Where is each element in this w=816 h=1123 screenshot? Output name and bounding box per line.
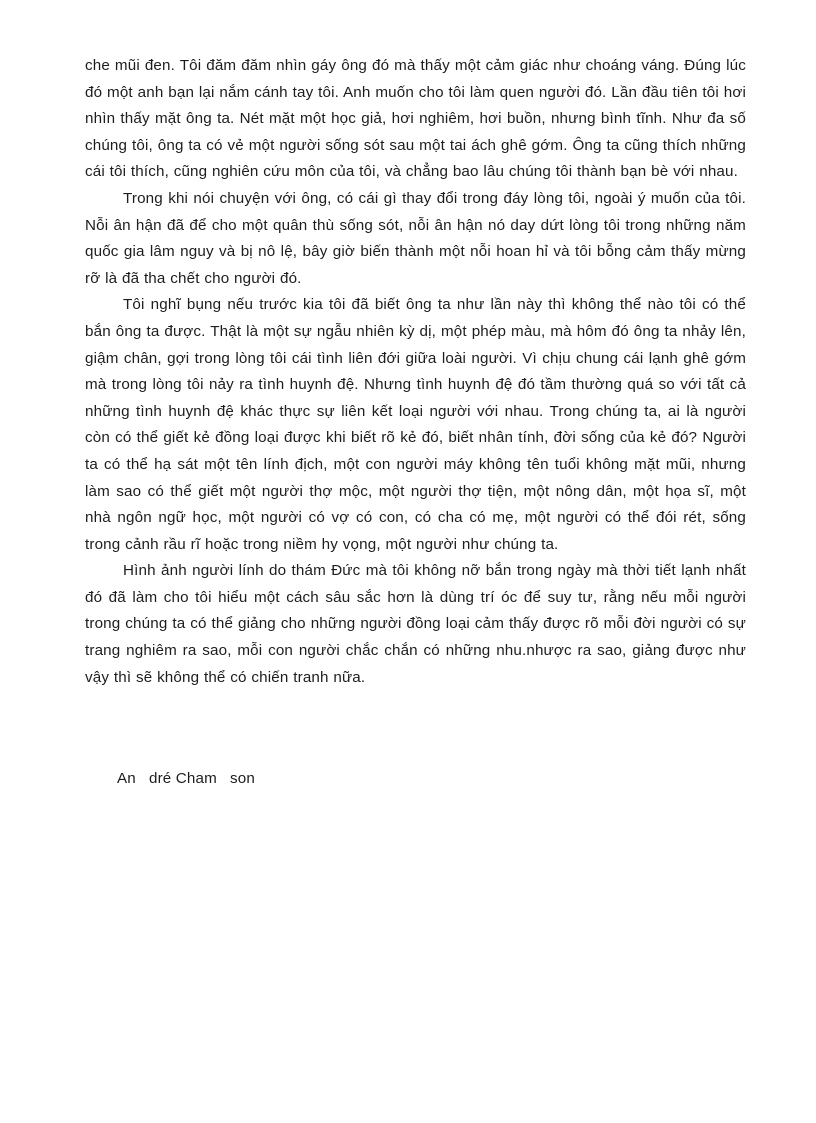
signature-block <box>85 766 746 793</box>
paragraph-3: Tôi nghĩ bụng nếu trước kia tôi đã biết ông ta như lần này thì không thể nào tôi có thể bắn ông ta được. Thật là một sự ngẫu nhiên kỳ dị, một phép màu, mà hôm đó ông ta nhảy lên, giậm chân, gợi trong lòng tôi cái tình liên đới giữa loài người. Vì chịu chung cái lạnh ghê gớm mà trong lòng tôi nảy ra tình huynh đệ. Nhưng tình huynh đệ đó tầm thường quá so với tất cả những tình huynh đệ khác thực sự liên kết loại người với nhau. Trong chúng ta, ai là người còn có thể giết kẻ đồng loại được khi biết rõ kẻ đó, biết nhân tính, đời sống của kẻ đó? Người ta có thể hạ sát một tên lính địch, một con người máy không tên tuổi không mặt mũi, nhưng làm sao có thể giết một người thợ mộc, một người thợ tiện, một nông dân, một họa sĩ, một nhà ngôn ngữ học, một người có vợ có con, có cha có mẹ, một người có thể đói rét, sống trong cảnh rầu rĩ hoặc trong niềm hy vọng, một người như chúng ta. <box>85 296 746 553</box>
paragraph-2: Trong khi nói chuyện với ông, có cái gì thay đổi trong đáy lòng tôi, ngoài ý muốn của tôi. Nỗi ân hận đã để cho một quân thù sống sót, nỗi ân hận nó day dứt lòng tôi trong những năm quốc gia lâm nguy và bị nô lệ, bây giờ biến thành một nỗi hoan hỉ và tôi bỗng cảm thấy mừng rỡ là đã tha chết cho người đó. <box>85 189 746 287</box>
paragraph-4: Hình ảnh người lính do thám Đức mà tôi không nỡ bắn trong ngày mà thời tiết lạnh nhất đó đã làm cho tôi hiểu một cách sâu sắc hơn là dùng trí óc để suy tư, rằng nếu mỗi người trong chúng ta có thể giảng cho những người đồng loại cảm thấy được rõ mỗi đời người có sự trang nghiêm ra sao, mỗi con người chắc chắn có những nhu.nhược ra sao, giảng được như vậy thì sẽ không thể có chiến tranh nữa. <box>85 562 746 686</box>
body-text-block <box>85 53 746 691</box>
paragraph-1: che mũi đen. Tôi đăm đăm nhìn gáy ông đó mà thấy một cảm giác như choáng váng. Đúng lúc đó một anh bạn lại nắm cánh tay tôi. Anh muốn cho tôi làm quen người đó. Lần đầu tiên tôi hơi nhìn thấy mặt ông ta. Nét mặt một học giả, hơi nghiêm, hơi buồn, nhưng bình tĩnh. Như đa số chúng tôi, ông ta có vẻ một người sống sót sau một tai ách ghê gớm. Ông ta cũng thích những cái tôi thích, cũng nghiên cứu môn của tôi, và chẳng bao lâu chúng tôi thành bạn bè với nhau. <box>85 57 746 181</box>
author-signature: An dré Cham son <box>117 770 255 787</box>
